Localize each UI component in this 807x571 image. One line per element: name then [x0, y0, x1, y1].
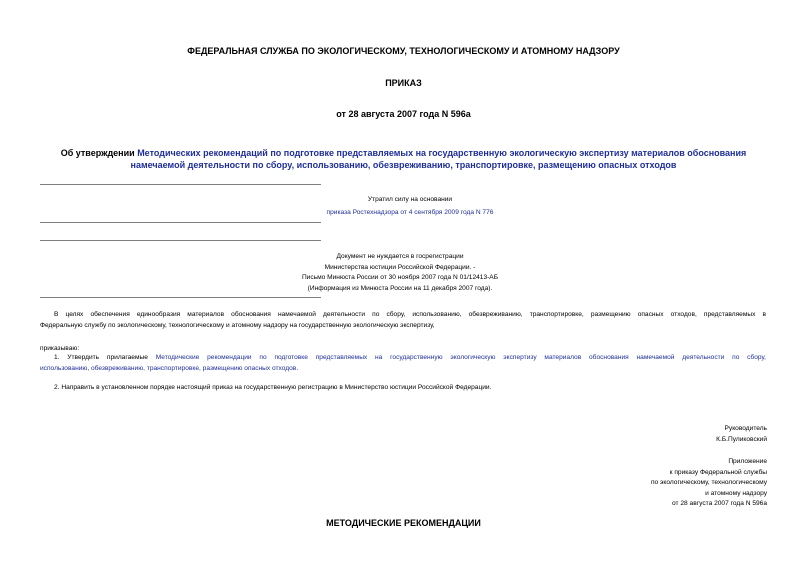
- registration-note-line: Министерства юстиции Российской Федерации. -: [324, 263, 476, 271]
- registration-note-line: Письмо Минюста России от 30 ноября 2007 года N 01/12413-АБ: [301, 274, 499, 281]
- registration-note: [280, 252, 520, 294]
- purpose-line: В целях обеспечения единообразия материалов обоснования намечаемой деятельности по сбору, использованию, обезвреживанию, транспортировке, размещению опасных отходов, представляемых в: [54, 311, 766, 318]
- signature-name: К.Б.Пуликовский: [716, 435, 767, 443]
- divider: [40, 222, 321, 223]
- appendix-line: по экологическому, технологическому: [650, 479, 767, 486]
- item-1-end: .: [296, 364, 299, 372]
- appendix-line: Приложение: [728, 458, 767, 465]
- signature-position: Руководитель: [724, 425, 767, 432]
- item-1-prefix: 1. Утвердить прилагаемые: [54, 354, 156, 361]
- item-2: 2. Направить в установленном порядке настоящий приказ на государственную регистрацию в Министерство юстиции Российской Федерации.: [54, 384, 492, 391]
- order-word: приказываю:: [40, 345, 80, 352]
- document-title: [0, 147, 807, 171]
- appendix-line: и атомному надзору: [705, 489, 767, 497]
- invalid-notice: [310, 195, 510, 218]
- item-1-link-cont[interactable]: использованию, обезвреживанию, транспортировке, размещению опасных отходов: [40, 364, 297, 372]
- appendix-block: [651, 457, 767, 510]
- purpose-line: Федеральную службу по экологическому, технологическому и атомному надзору на государственную экологическую экспертизу,: [40, 321, 435, 329]
- document-type: ПРИКАЗ: [385, 78, 422, 88]
- item-1: [40, 353, 766, 374]
- purpose-paragraph: [40, 310, 766, 331]
- invalid-notice-text: Утратил силу на основании: [367, 196, 453, 203]
- document-date-number: от 28 августа 2007 года N 596а: [336, 109, 471, 119]
- divider: [40, 184, 321, 185]
- appendix-line: к приказу Федеральной службы: [669, 468, 767, 476]
- registration-note-line: Документ не нуждается в госрегистрации: [336, 253, 464, 260]
- title-link-line1[interactable]: Методических рекомендаций по подготовке представляемых на государственную экологическую экспертизу материалов обоснования: [137, 148, 747, 158]
- signature-block: [716, 424, 767, 445]
- title-prefix: Об утверждении: [60, 148, 138, 158]
- item-1-line1: [40, 353, 766, 364]
- item-1-link[interactable]: Методические рекомендации по подготовке представляемых на государственную экологическую экспертизу материалов обоснования намечаемой деятельности по сбору,: [155, 354, 766, 361]
- item-1-line2: [40, 364, 766, 375]
- appendix-line: от 28 августа 2007 года N 596а: [672, 500, 767, 507]
- section-title: МЕТОДИЧЕСКИЕ РЕКОМЕНДАЦИИ: [326, 518, 481, 528]
- agency-title: ФЕДЕРАЛЬНАЯ СЛУЖБА ПО ЭКОЛОГИЧЕСКОМУ, ТЕХНОЛОГИЧЕСКОМУ И АТОМНОМУ НАДЗОРУ: [187, 46, 620, 56]
- registration-note-line: (Информация из Минюста России на 11 декабря 2007 года).: [307, 284, 493, 292]
- title-link-line2[interactable]: намечаемой деятельности по сбору, использованию, обезвреживанию, транспортировке, размещению опасных отходов: [130, 160, 677, 170]
- divider: [40, 240, 321, 241]
- divider: [40, 297, 321, 298]
- invalid-notice-link[interactable]: приказа Ростехнадзора от 4 сентября 2009 года N 776: [326, 208, 494, 216]
